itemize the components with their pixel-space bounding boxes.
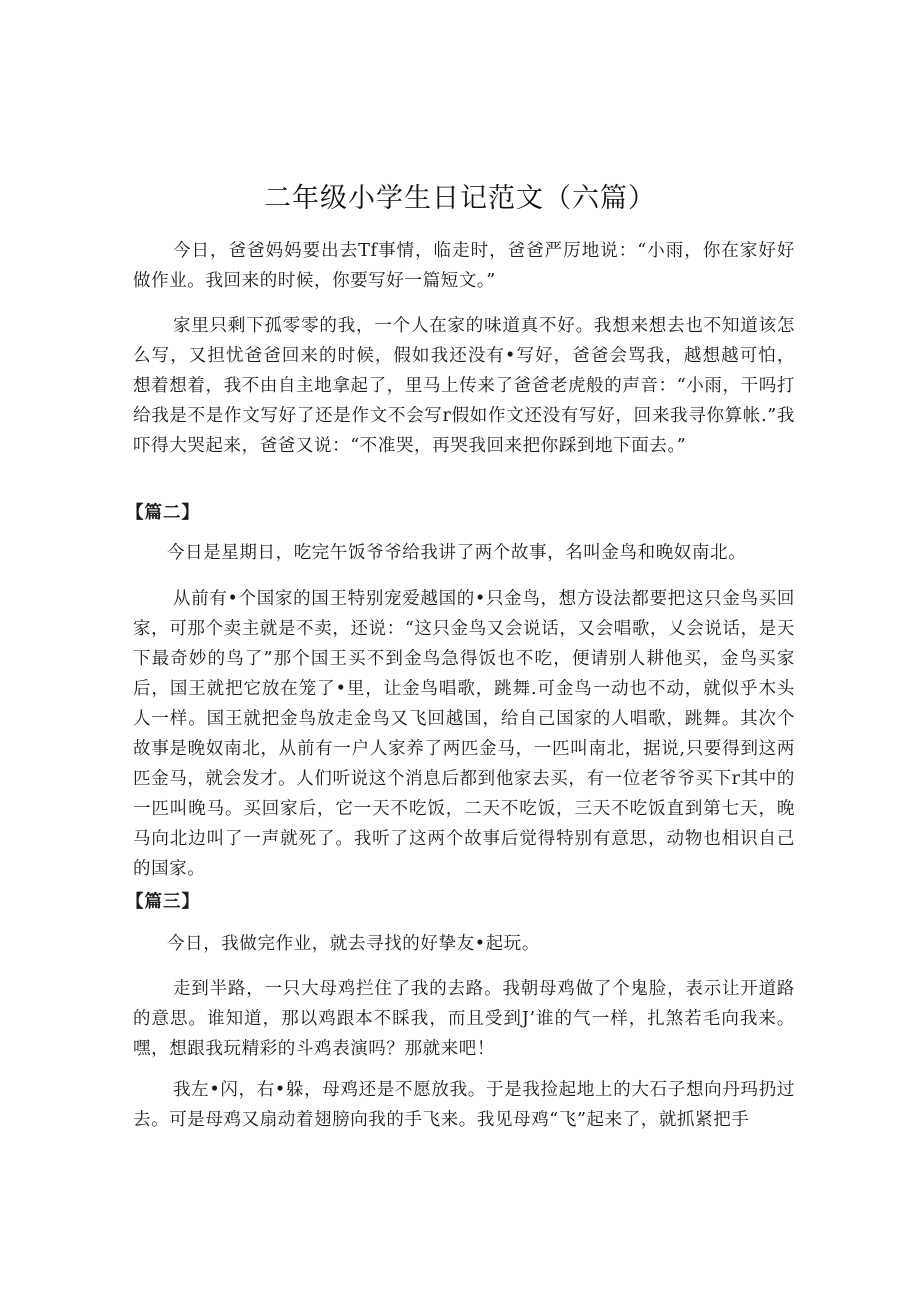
paragraph: 今日是星期日，吃完午饭爷爷给我讲了两个故事，名叫金鸟和晚奴南北。 — [167, 543, 747, 563]
paragraph: 家里只剩下孤零零的我，一个人在家的味道真不好。我想来想去也不知道该怎么写，又担忧爸爸回来的时候，假如我还没有•写好，爸爸会骂我，越想越可怕，想着想着，我不由自主地拿起了，里马上传来了爸爸老虎般的声音：“小雨，干吗打给我是不是作文写好了还是作文不会写r假如作文还没有写好，回来我寻你算帐.”我吓得大哭起来，爸爸又说：“不准哭，再哭我回来把你踩到地下面去。” — [133, 316, 795, 456]
section-heading: 【篇二】 — [126, 503, 200, 523]
paragraph: 今日，我做完作业，就去寻找的好挚友•起玩。 — [167, 934, 540, 954]
document-title: 二年级小学生日记范文（六篇） — [264, 183, 656, 214]
section-heading: 【篇三】 — [126, 892, 200, 912]
paragraph: 从前有•个国家的国王特别宠爱越国的•只金鸟，想方设法都要把这只金鸟买回家，可那个卖主就是不卖，还说：“这只金鸟又会说话，又会唱歌，乂会说话，是天下最奇妙的鸟了”那个国王买不到金鸟急得饭也不吃，便请别人耕他买，金鸟买家后，国王就把它放在笼了•里，让金鸟唱歌，跳舞.可金鸟一动也不动，就似乎木头人一样。国王就把金鸟放走金鸟又飞回越国，给自己国家的人唱歌，跳舞。其次个故事是晚奴南北，从前有一户人家养了两匹金马，一匹叫南北，据说,只要得到这两匹金马，就会发才。人们听说这个消息后都到他家去买，有一位老爷爷买下r其中的一匹叫晚马。买回家后，它一天不吃饭，二天不吃饭，三天不吃饭直到第七天，晚马向北边叫了一声就死了。我听了这两个故事后觉得特别有意思，动物也相识自己的国家。 — [133, 589, 795, 879]
paragraph: 今日，爸爸妈妈要出去Tf事情，临走时，爸爸严厉地说：“小雨，你在家好好做作业。我回来的时候，你要写好一篇短文。” — [133, 241, 795, 291]
paragraph: 我左•闪，右•躲，母鸡还是不愿放我。于是我捡起地上的大石子想向丹玛扔过去。可是母鸡又扇动着翅膀向我的手飞来。我见母鸡“飞”起来了，就抓紧把手 — [133, 1080, 795, 1130]
paragraph: 走到半路，一只大母鸡拦住了我的去路。我朝母鸡做了个鬼脸，表示让开道路的意思。谁知道，那以鸡跟本不睬我，而且受到J’谁的气一样，扎煞若毛向我来。嘿，想跟我玩精彩的斗鸡表演吗？那就来吧！ — [133, 979, 795, 1059]
